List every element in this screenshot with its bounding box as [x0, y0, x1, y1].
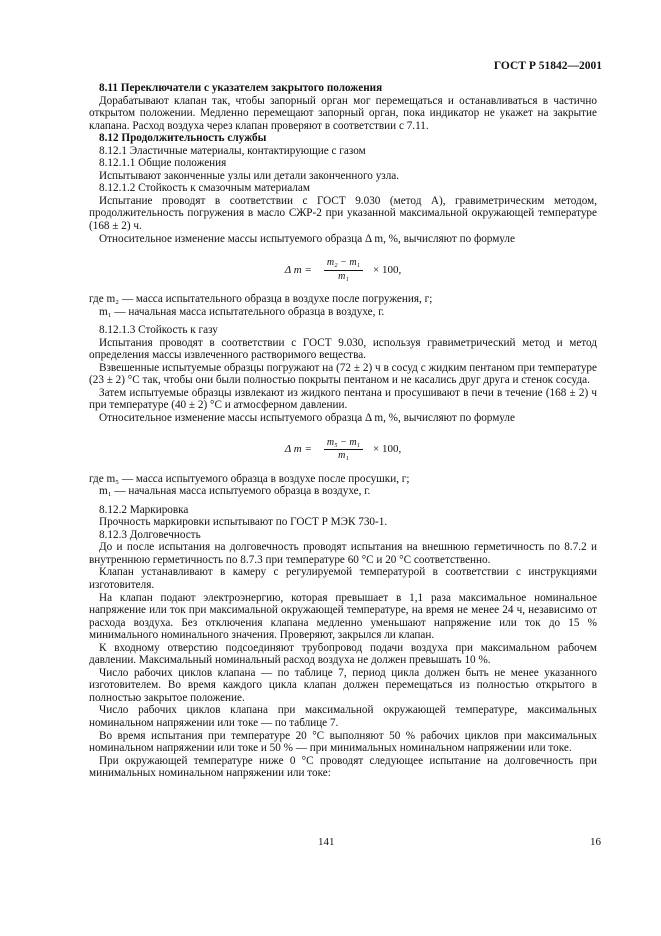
- paragraph: Число рабочих циклов клапана — по таблице 7, период цикла должен быть не менее указанного изготовителем. Во время каждого цикла клапан должен перемещаться из полностью открытого в полностью закрытое положение.: [89, 666, 597, 704]
- document-header: ГОСТ Р 51842—2001: [493, 60, 602, 72]
- paragraph: Число рабочих циклов клапана при максимальной окружающей температуре, максимальных номинальном напряжении или токе — по таблице 7.: [89, 704, 597, 729]
- paragraph: Испытывают законченные узлы или детали законченного узла.: [99, 169, 400, 182]
- formula-mass-change-1: [89, 251, 597, 289]
- sheet-number: 16: [590, 836, 601, 848]
- paragraph: Испытания проводят в соответствии с ГОСТ 9.030, используя гравиметрический метод и метод определения массы извлеченного растворимого вещества.: [89, 336, 597, 362]
- section-heading-8-11: 8.11 Переключатели с указателем закрытого положения: [99, 82, 383, 94]
- variable-definition: m₁ — начальная масса испытуемого образца в воздухе, г.: [99, 485, 371, 498]
- variable-definition: где m₅ — масса испытуемого образца в воздухе после просушки, г;: [89, 472, 410, 485]
- page-number: 141: [318, 836, 335, 848]
- paragraph: Во время испытания при температуре 20 °С выполняют 50 % рабочих циклов при максимальных номинальном напряжении или токе и 50 % — при минимальных номинальном напряжении или токе.: [89, 729, 597, 755]
- formula-denominator: m₁: [338, 450, 349, 462]
- formula-denominator: m₁: [338, 270, 349, 282]
- formula-multiplier: × 100,: [373, 443, 402, 456]
- paragraph: Прочность маркировки испытывают по ГОСТ Р МЭК 730-1.: [99, 516, 388, 529]
- paragraph: Взвешенные испытуемые образцы погружают на (72 ± 2) ч в сосуд с жидким пентаном при температуре (23 ± 2) °С так, чтобы они были полностью покрыты пентаном и не касались друг друга и стенок сосуда.: [89, 361, 597, 387]
- paragraph: Затем испытуемые образцы извлекают из жидкого пентана и просушивают в печи в течение (168 ± 2) ч при температуре (40 ± 2) °С и атмосферном давлении.: [89, 386, 597, 412]
- formula-mass-change-2: [89, 431, 597, 469]
- formula-lhs: Δ m =: [284, 263, 312, 276]
- paragraph: При окружающей температуре ниже 0 °С проводят следующее испытание на долговечность при минимальных номинальном напряжении или токе:: [89, 754, 597, 780]
- subsection-heading: 8.12.2 Маркировка: [99, 503, 189, 516]
- paragraph: Клапан устанавливают в камеру с регулируемой температурой в соответствии с инструкциями изготовителя.: [89, 566, 597, 591]
- document-body: [89, 82, 597, 780]
- section-heading-8-12: 8.12 Продолжительность службы: [99, 132, 267, 145]
- subsection-heading: 8.12.1.1 Общие положения: [99, 157, 227, 170]
- paragraph: До и после испытания на долговечность проводят испытания на внешнюю герметичность по 8.7.2 и внутреннюю герметичность по 8.7.3 при температуре 60 °С и 20 °С соответственно.: [89, 541, 597, 566]
- subsection-heading: 8.12.1.3 Стойкость к газу: [99, 324, 218, 337]
- formula-multiplier: × 100,: [373, 263, 402, 276]
- paragraph: Дорабатывают клапан так, чтобы запорный орган мог перемещаться и останавливаться в частично открытом положении. Медленно перемещают запорный орган, пока индикатор не укажет на закрытие клапана. Расход воздуха через клапан проверяют в соответствии с 7.11.: [89, 94, 597, 132]
- formula-fraction: [324, 257, 363, 283]
- variable-definition: где m₂ — масса испытательного образца в воздухе после погружения, г;: [89, 293, 433, 306]
- paragraph: Испытание проводят в соответствии с ГОСТ 9.030 (метод А), гравиметрическим методом, продолжительность погружения в масло СЖР-2 при указанной максимальной окружающей температуре (168 ± 2) ч.: [89, 194, 597, 233]
- paragraph: Относительное изменение массы испытуемого образца Δ m, %, вычисляют по формуле: [99, 412, 515, 425]
- subsection-heading: 8.12.1 Эластичные материалы, контактирующие с газом: [99, 144, 366, 157]
- subsection-heading: 8.12.1.2 Стойкость к смазочным материалам: [99, 182, 310, 195]
- paragraph: На клапан подают электроэнергию, которая превышает в 1,1 раза максимальное номинальное напряжение или ток при максимальной окружающей температуре, на время не менее 24 ч, независимо от расхода воздуха. Без отключения клапана медленно уменьшают напряжение или ток до 15 % минимального номинального значения. Проверяют, закрылся ли клапан.: [89, 591, 597, 642]
- formula-numerator: m₂ − m₁: [324, 257, 363, 271]
- subsection-heading: 8.12.3 Долговечность: [99, 528, 201, 541]
- paragraph: К входному отверстию подсоединяют трубопровод подачи воздуха при максимальном рабочем давлении. Максимальный номинальный расход воздуха не должен превышать 10 %.: [89, 641, 597, 667]
- formula-numerator: m₅ − m₁: [324, 437, 363, 451]
- variable-definition: m₁ — начальная масса испытательного образца в воздухе, г.: [99, 305, 385, 318]
- formula-fraction: [324, 437, 363, 463]
- formula-lhs: Δ m =: [284, 443, 312, 456]
- paragraph: Относительное изменение массы испытуемого образца Δ m, %, вычисляют по формуле: [99, 232, 515, 245]
